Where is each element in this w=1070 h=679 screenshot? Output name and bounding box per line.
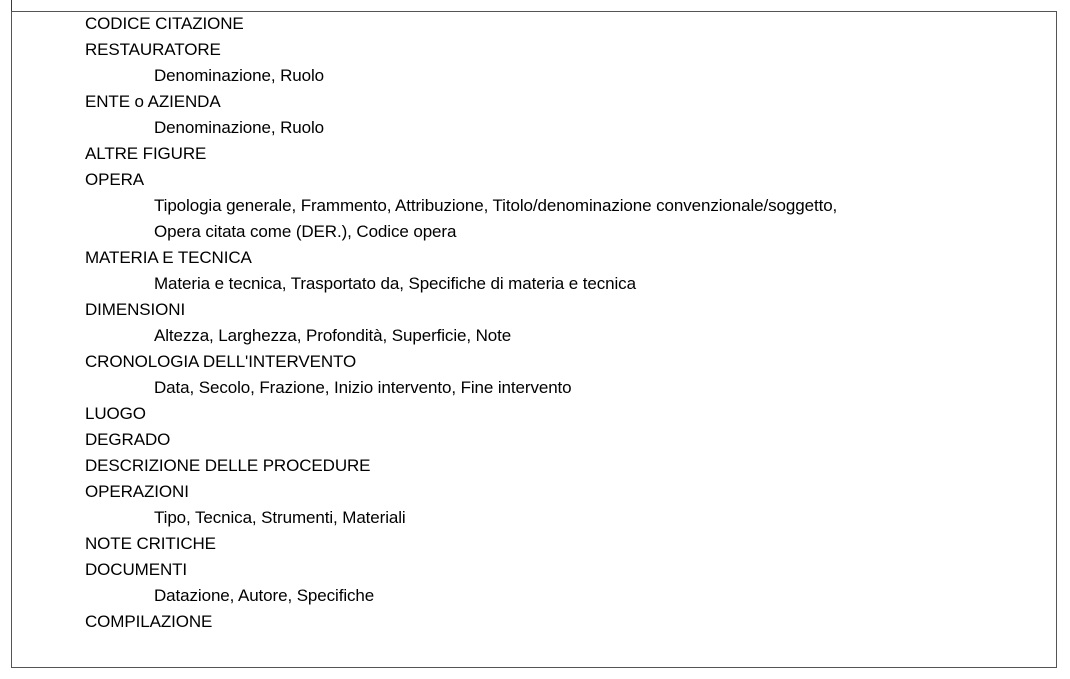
section-heading: DESCRIZIONE DELLE PROCEDURE xyxy=(85,456,371,475)
field-detail-line: Datazione, Autore, Specifiche xyxy=(154,586,375,605)
field-detail-line: Denominazione, Ruolo xyxy=(154,66,324,85)
field-detail-line: Materia e tecnica, Trasportato da, Specifiche di materia e tecnica xyxy=(154,274,636,293)
field-list xyxy=(85,12,837,636)
section-heading: OPERA xyxy=(85,170,145,189)
section-heading: DIMENSIONI xyxy=(85,300,186,319)
section-heading: RESTAURATORE xyxy=(85,40,221,59)
field-detail-line: Denominazione, Ruolo xyxy=(154,118,324,137)
section-heading: DOCUMENTI xyxy=(85,560,188,579)
document-frame xyxy=(11,11,1057,668)
section-heading: MATERIA E TECNICA xyxy=(85,248,252,267)
section-heading: COMPILAZIONE xyxy=(85,612,213,631)
section-heading: ENTE o AZIENDA xyxy=(85,92,221,111)
section-heading: ALTRE FIGURE xyxy=(85,144,207,163)
field-detail-line: Tipo, Tecnica, Strumenti, Materiali xyxy=(154,508,406,527)
section-heading: CRONOLOGIA DELL'INTERVENTO xyxy=(85,352,357,371)
field-detail-line: Opera citata come (DER.), Codice opera xyxy=(154,222,457,241)
section-heading: LUOGO xyxy=(85,404,146,423)
section-heading: OPERAZIONI xyxy=(85,482,189,501)
text-cursor-mark xyxy=(11,0,12,11)
field-detail-line: Data, Secolo, Frazione, Inizio intervento, Fine intervento xyxy=(154,378,572,397)
section-heading: CODICE CITAZIONE xyxy=(85,14,244,33)
field-detail-line: Altezza, Larghezza, Profondità, Superficie, Note xyxy=(154,326,512,345)
field-detail-line: Tipologia generale, Frammento, Attribuzione, Titolo/denominazione convenzionale/soggetto, xyxy=(154,196,838,215)
section-heading: DEGRADO xyxy=(85,430,171,449)
section-heading: NOTE CRITICHE xyxy=(85,534,216,553)
